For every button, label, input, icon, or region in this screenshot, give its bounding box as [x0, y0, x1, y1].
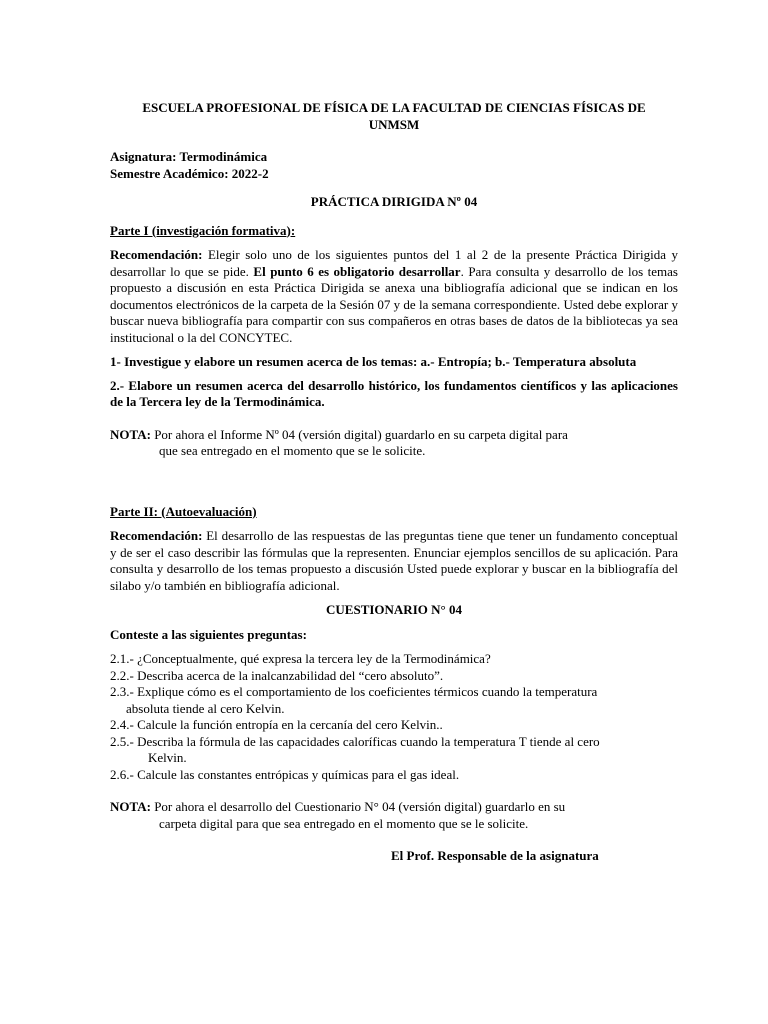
subject-line: Asignatura: Termodinámica: [110, 149, 268, 164]
question-list: [110, 651, 678, 783]
question-2-6: 2.6.- Calcule las constantes entrópicas y químicas para el gas ideal.: [110, 766, 460, 782]
question-2-5-continued: Kelvin.: [148, 750, 187, 765]
part1-item-2: 2.- Elabore un resumen acerca del desarrollo histórico, los fundamentos científicos y las aplicaciones de la Tercera ley de la Termodinámica.: [110, 377, 678, 409]
part2-note: [110, 799, 678, 816]
school-title-line2: UNMSM: [368, 116, 420, 132]
part2-note-label: NOTA:: [110, 799, 151, 814]
question-2-3-continued: absoluta tiende al cero Kelvin.: [126, 700, 285, 716]
part1-rec-text-a: Elegir solo uno de los siguientes puntos del 1 al 2 de la presente Práctica Dirigida y desarrollar lo que se pide.: [110, 247, 678, 279]
part2-note-line2: carpeta digital para que sea entregado en el momento que se le solicite.: [159, 815, 529, 831]
questionnaire-title: CUESTIONARIO N° 04: [326, 602, 462, 617]
semester-line: Semestre Académico: 2022-2: [110, 165, 269, 181]
part1-item-1: 1- Investigue y elabore un resumen acerca de los temas: a.- Entropía; b.- Temperatura absoluta: [110, 354, 637, 369]
part1-note-line2: que sea entregado en el momento que se le solicite.: [159, 443, 426, 458]
practice-title: PRÁCTICA DIRIGIDA Nº 04: [310, 194, 478, 209]
question-2-2: 2.2.- Describa acerca de la inalcanzabilidad del “cero absoluto”.: [110, 667, 444, 683]
school-title-line1: ESCUELA PROFESIONAL DE FÍSICA DE LA FACULTAD DE CIENCIAS FÍSICAS DE: [142, 100, 646, 115]
question-2-3: 2.3.- Explique cómo es el comportamiento de los coeficientes térmicos cuando la temperatura: [110, 684, 598, 699]
part1-note-line1: Por ahora el Informe Nº 04 (versión digital) guardarlo en su carpeta digital para: [150, 426, 568, 442]
part1-heading: Parte I (investigación formativa):: [110, 222, 296, 238]
part1-recommendation: [110, 247, 678, 346]
part2-heading: Parte II: (Autoevaluación): [110, 503, 257, 519]
part1-rec-bold: El punto 6 es obligatorio desarrollar: [253, 263, 461, 279]
part1-rec-text-b: . Para consulta y desarrollo de los temas propuesto a discusión en esta Práctica Dirigida se anexa una bibliografía adicional que se indican en los documentos electrónicos de la carpeta de la Sesión 07 y de la semana correspondiente. Usted debe explorar y buscar nueva bibliografía para compartir con sus compañeros en otras bases de datos de la bibliotecas ya sea institucional o la del CONCYTEC.: [110, 263, 678, 345]
part1-note-label: NOTA:: [110, 426, 151, 442]
signature-line: El Prof. Responsable de la asignatura: [391, 848, 599, 863]
question-2-5: 2.5.- Describa la fórmula de las capacidades caloríficas cuando la temperatura T tiende al cero: [110, 733, 600, 749]
document-content: [110, 100, 678, 865]
part2-rec-text: El desarrollo de las respuestas de las preguntas tiene que tener un fundamento conceptual y de ser el caso describir las fórmulas que la representen. Enunciar ejemplos sencillos de su aplicación. Para consulta y desarrollo de los temas propuesto a discusión Usted puede explorar y buscar en la bibliografía del silabo y/o también en bibliografía adicional.: [110, 528, 678, 593]
part2-note-line1: Por ahora el desarrollo del Cuestionario N° 04 (versión digital) guardarlo en su: [150, 799, 566, 814]
part2-rec-label: Recomendación:: [110, 528, 203, 543]
part1-rec-label: Recomendación:: [110, 247, 203, 262]
questions-instruction: Conteste a las siguientes preguntas:: [110, 626, 307, 642]
question-2-1: 2.1.- ¿Conceptualmente, qué expresa la tercera ley de la Termodinámica?: [110, 651, 491, 666]
part1-note: [110, 427, 678, 444]
question-2-4: 2.4.- Calcule la función entropía en la cercanía del cero Kelvin..: [110, 717, 443, 732]
part2-recommendation: [110, 528, 678, 594]
